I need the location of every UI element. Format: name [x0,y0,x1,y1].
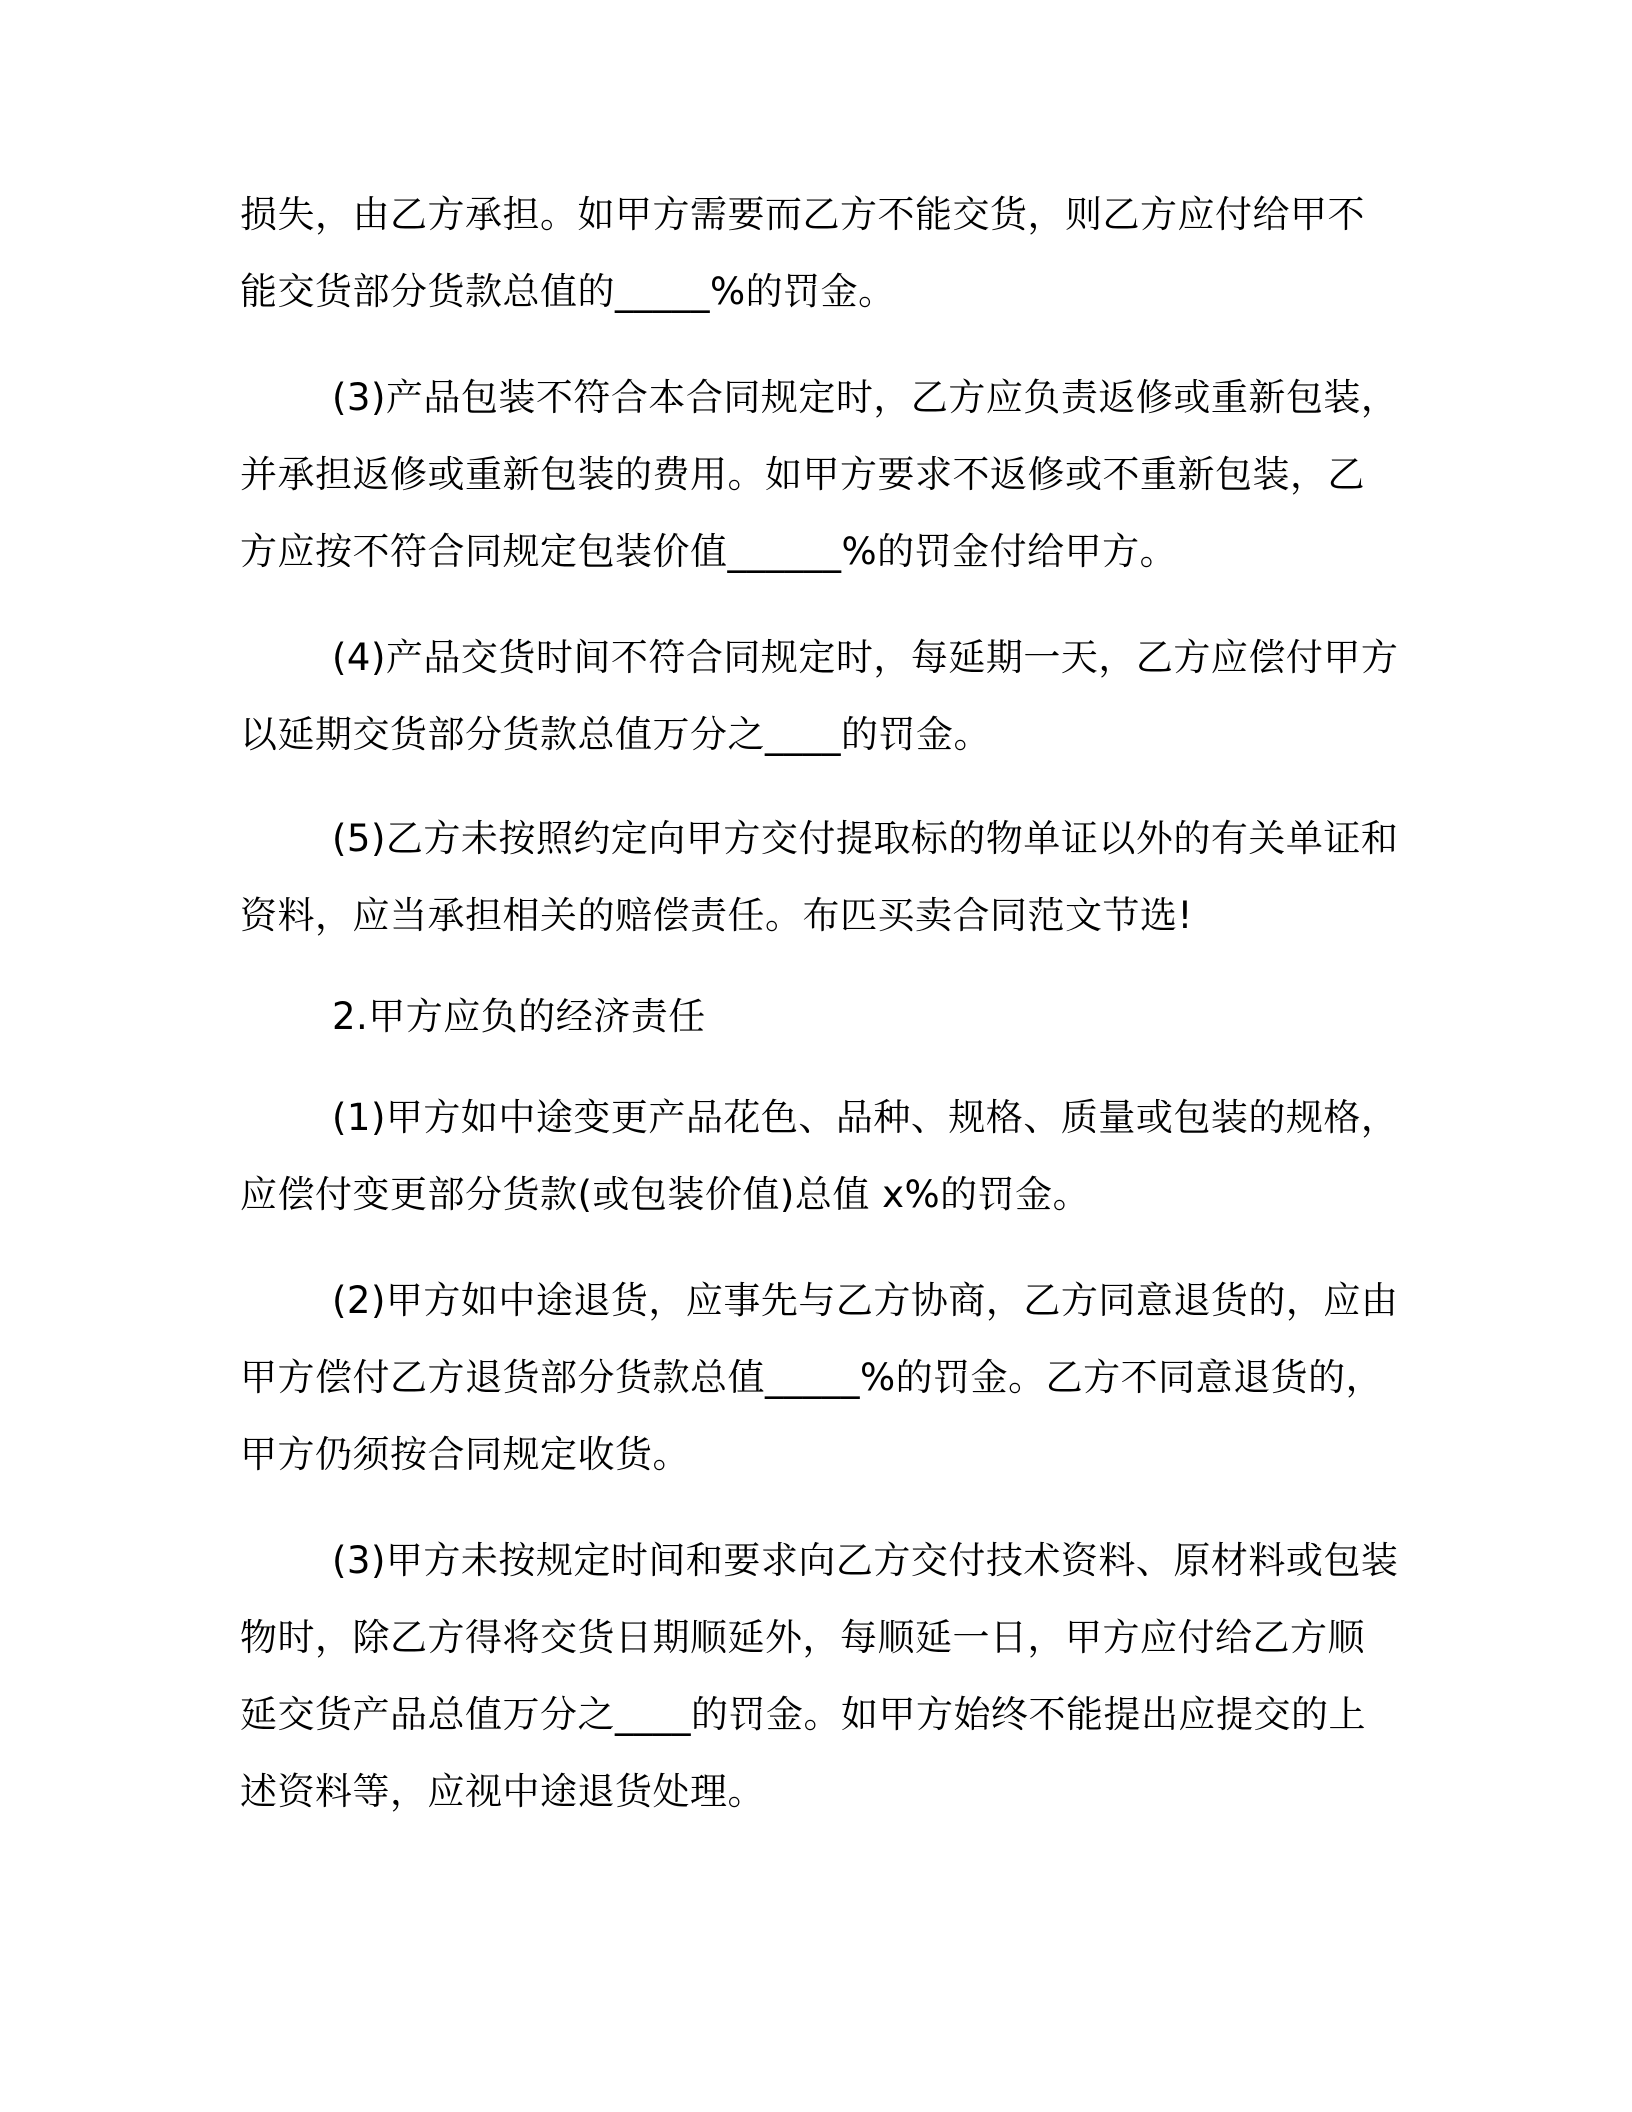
paragraph-heading-line: (4)产品交货时间不符合同规定时，每延期一天，乙方应偿付甲方 [332,636,1399,679]
text-line: 甲方仍须按合同规定收货。 [240,1433,690,1476]
text-line: 损失，由乙方承担。如甲方需要而乙方不能交货，则乙方应付给甲不 [240,193,1365,236]
text-line: 甲方偿付乙方退货部分货款总值_____%的罚金。乙方不同意退货的， [240,1356,1384,1399]
text-line: 延交货产品总值万分之____的罚金。如甲方始终不能提出应提交的上 [240,1693,1366,1736]
text-line: 物时，除乙方得将交货日期顺延外，每顺延一日，甲方应付给乙方顺 [240,1616,1365,1659]
paragraph-heading-line: (3)甲方未按规定时间和要求向乙方交付技术资料、原材料或包装 [332,1539,1399,1582]
text-line: 资料，应当承担相关的赔偿责任。布匹买卖合同范文节选! [240,894,1193,937]
paragraph-heading-line: (1)甲方如中途变更产品花色、品种、规格、质量或包装的规格， [332,1096,1399,1139]
text-line: 以延期交货部分货款总值万分之____的罚金。 [240,713,991,756]
section-heading: 2.甲方应负的经济责任 [332,995,706,1038]
paragraph-heading-line: (2)甲方如中途退货，应事先与乙方协商，乙方同意退货的，应由 [332,1279,1399,1322]
text-line: 并承担返修或重新包装的费用。如甲方要求不返修或不重新包装，乙 [240,453,1365,496]
paragraph-heading-line: (5)乙方未按照约定向甲方交付提取标的物单证以外的有关单证和 [332,817,1399,860]
text-line: 述资料等，应视中途退货处理。 [240,1770,765,1813]
text-line: 应偿付变更部分货款(或包装价值)总值 x%的罚金。 [240,1173,1091,1216]
text-line: 方应按不符合同规定包装价值______%的罚金付给甲方。 [240,530,1178,573]
paragraph-heading-line: (3)产品包装不符合本合同规定时，乙方应负责返修或重新包装， [332,376,1399,419]
text-line: 能交货部分货款总值的_____%的罚金。 [240,270,896,313]
